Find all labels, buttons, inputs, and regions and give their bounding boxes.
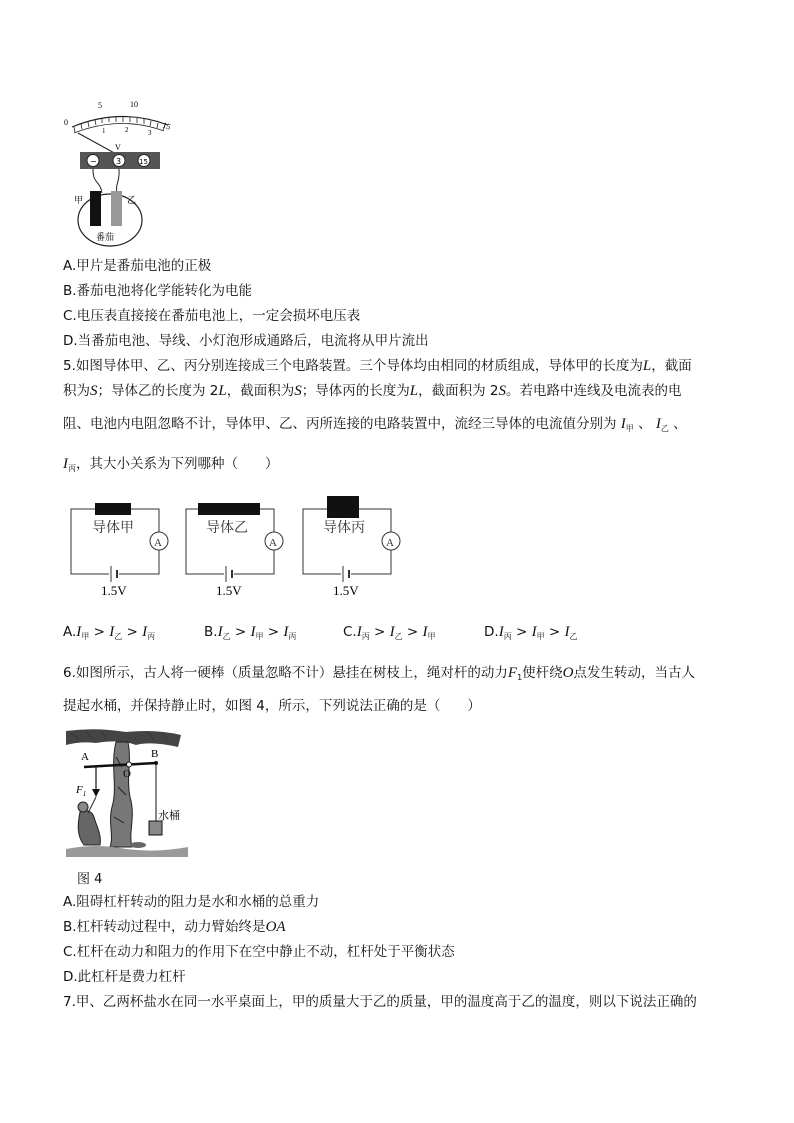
lever-figure [66, 727, 188, 857]
plate-yi [111, 191, 122, 226]
pivot-o [127, 762, 132, 767]
q5-circuits-figure [65, 494, 425, 604]
dial-label-1: 1 [102, 127, 106, 135]
q6-stem-line2: 提起水桶，并保持静止时，如图 4，所示，下列说法正确的是（ ） [63, 698, 481, 714]
q5-option-a: $A.I_甲 > I_乙 > I_丙$ [63, 624, 156, 641]
q5-option-b: $B.I_乙 > I_甲 > I_丙$ [204, 624, 297, 641]
q6-stem-line1: 6.如图所示，古人将一硬棒（质量忽略不计）悬挂在树枝上，绳对杆的动力$F_1$使杆绕O点发生转动，当古人 [63, 665, 695, 682]
battery-bing-voltage: 1.5V [333, 583, 359, 598]
tomato-battery-figure [60, 95, 185, 250]
terminal-15: 15 [139, 158, 148, 166]
ammeter-jia-label: A [154, 537, 162, 549]
q6-option-d: D.此杠杆是费力杠杆 [63, 969, 186, 985]
q6-option-c: C.杠杆在动力和阻力的作用下在空中静止不动，杠杆处于平衡状态 [63, 944, 455, 960]
figure-4-caption: 图 4 [77, 872, 103, 887]
conductor-bing-label: 导体丙 [323, 520, 365, 536]
q6-option-b: B.杠杆转动过程中，动力臂始终是OA [63, 919, 286, 935]
q5-stem-line4: $I_丙$，其大小关系为下列哪种（ ） [63, 456, 279, 473]
q7-stem-line1: 7.甲、乙两杯盐水在同一水平桌面上，甲的质量大于乙的质量，甲的温度高于乙的温度，则以下说法正确的 [63, 994, 697, 1010]
q6-option-a: A.阻碍杠杆转动的阻力是水和水桶的总重力 [63, 894, 320, 910]
dial-label-15: 15 [161, 120, 172, 132]
dial-label-5: 5 [98, 101, 102, 110]
dial-label-0: 0 [64, 118, 68, 127]
conductor-jia-label: 导体甲 [92, 520, 134, 536]
q5-option-d: $D.I_丙 > I_甲 > I_乙$ [484, 624, 578, 641]
wire-left [93, 169, 102, 193]
dial-label-10: 10 [130, 100, 138, 109]
q4-option-b: B.番茄电池将化学能转化为电能 [63, 283, 253, 299]
voltmeter-needle [78, 133, 118, 155]
label-a: A [81, 751, 89, 763]
wire-right [117, 169, 120, 193]
terminal-negative: − [90, 157, 97, 166]
q4-option-a: A.甲片是番茄电池的正极 [63, 258, 212, 274]
ammeter-yi-label: A [269, 537, 277, 549]
battery-yi-voltage: 1.5V [216, 583, 242, 598]
dial-label-2: 2 [125, 126, 129, 134]
plate-jia [90, 191, 101, 226]
label-b: B [151, 748, 159, 760]
dial-label-3: 3 [148, 129, 152, 137]
conductor-jia [95, 503, 131, 515]
label-o: O [123, 768, 131, 780]
voltmeter-dial-arc [72, 116, 168, 127]
circuit-bing [303, 496, 400, 598]
q5-stem-line2: 积为S；导体乙的长度为 2L，截面积为S；导体丙的长度为L，截面积为 2S。若电路中连线及电流表的电 [63, 383, 682, 399]
ammeter-bing-label: A [386, 537, 394, 549]
plate-jia-label: 甲 [74, 196, 84, 206]
q4-option-c: C.电压表直接接在番茄电池上，一定会损坏电压表 [63, 308, 361, 324]
bucket-label: 水桶 [158, 809, 180, 822]
q5-option-c: $C.I_丙 > I_乙 > I_甲$ [343, 624, 436, 641]
conductor-yi [198, 503, 260, 515]
circuit-jia [71, 503, 168, 598]
plate-yi-label: 乙 [127, 196, 137, 206]
q4-option-d: D.当番茄电池、导线、小灯泡形成通路后，电流将从甲片流出 [63, 333, 429, 349]
conductor-bing [327, 496, 359, 518]
circuit-yi [186, 503, 283, 598]
voltmeter-unit: V [115, 143, 121, 152]
q5-stem-line1: 5.如图导体甲、乙、丙分别连接成三个电路装置。三个导体均由相同的材质组成，导体甲的长度为L，截面 [63, 358, 692, 374]
q5-stem-line3: 阻、电池内电阻忽略不计，导体甲、乙、丙所连接的电路装置中，流经三导体的电流值分别为 $I_甲$ 、 $I_乙$ 、 [63, 416, 687, 433]
terminal-3: 3 [116, 157, 122, 166]
tomato-label: 番茄 [96, 233, 115, 243]
conductor-yi-label: 导体乙 [206, 520, 248, 536]
bucket [149, 821, 162, 835]
battery-jia-voltage: 1.5V [101, 583, 127, 598]
label-f1: $F_1$ [76, 784, 87, 798]
